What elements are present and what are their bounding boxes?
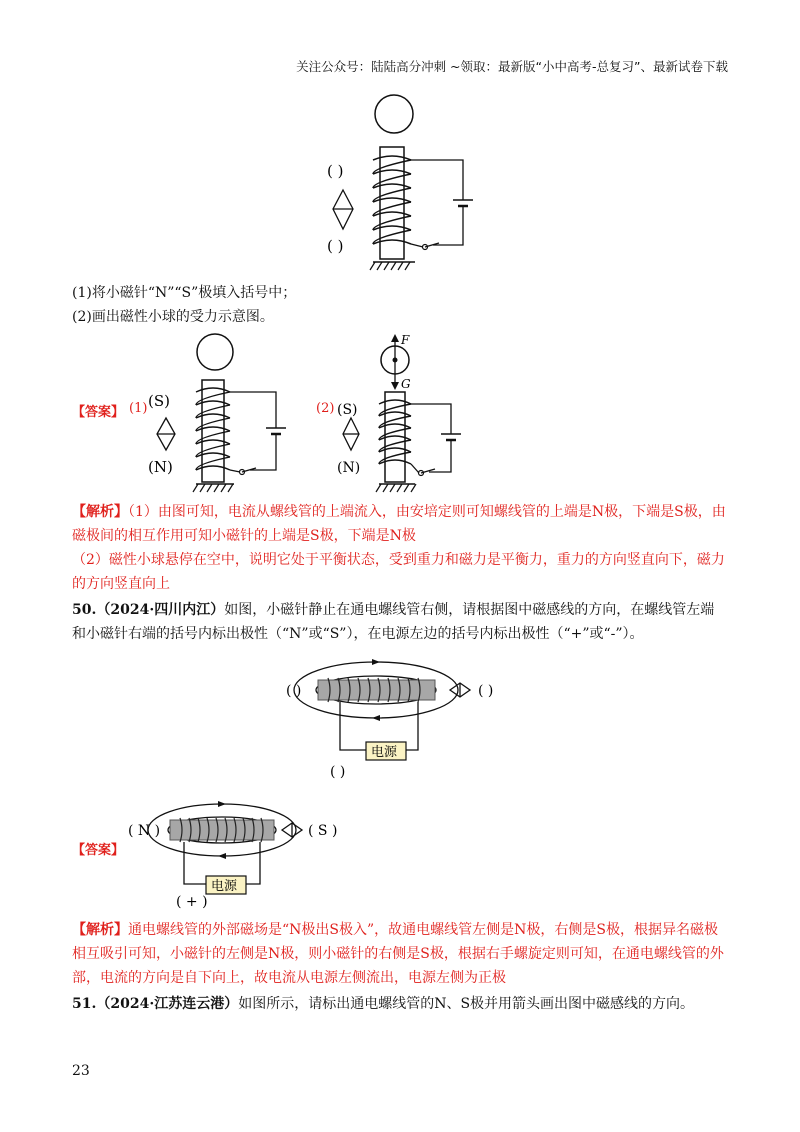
solenoid-core [170,820,274,840]
question-line-1: (1)将小磁针“N”“S”极填入括号中； [72,285,297,301]
force-f-label: F [401,333,410,347]
page-header: 关注公众号：陆陆高分冲刺 ~领取：最新版“小中高考-总复习”、最新试卷下载 [296,59,728,74]
analysis-label-50: 【解析】 [72,922,128,938]
q51-number: 51. [72,996,97,1012]
part1-label: (1) [129,401,148,416]
bracket-bottom: ( ) [330,764,346,780]
n-label-2: (N) [337,460,361,476]
svg-text:电源: 电源 [211,879,238,894]
field-arrow-bottom [372,715,380,721]
analysis-1-p1: 【解析】（1）由图可知，电流从螺线管的上端流入，由安培定则可知螺线管的上端是N极，下端是S极，由磁极间的相互作用可知小磁针的上端是S极，下端是N极 [72,504,726,544]
q51-source: （2024·江苏连云港） [96,996,239,1012]
magnetic-ball [375,95,413,133]
n-label: (N) [148,458,173,476]
ground-hatch [370,262,410,270]
bracket-right: ( ) [478,683,494,699]
field-arrow-top [372,659,380,665]
power-label: 电源 [371,745,398,760]
analysis-label-1: 【解析】 [72,504,128,520]
q50-number: 50. [72,602,97,618]
s-label-2: (S) [337,402,358,418]
analysis-1-p2: （2）磁性小球悬停在空中，说明它处于平衡状态，受到重力和磁力是平衡力，重力的方向竖直向下，磁力的方向竖直向上 [72,552,725,592]
answer-bottom-plus: ( + ) [176,894,208,910]
analysis-50: 【解析】通电螺线管的外部磁场是“N极出S极入”，故通电螺线管左侧是N极，右侧是S极，根据异名磁极相互吸引可知，小磁针的左侧是N极，则小磁针的右侧是S极，根据右手螺旋定则可知，在通电螺线管的外部，电流的方向是自下向上，故电流从电源左侧流出，电源左侧为正极 [72,922,724,986]
question-line-2: (2)画出磁性小球的受力示意图。 [72,309,274,325]
answer-right-s: ( S ) [308,823,338,839]
answer-label-50: 【答案】 [72,843,125,858]
q50-source: （2024·四川内江） [96,602,225,618]
answer-left-n: ( N ) [128,823,161,839]
question-51: 51.（2024·江苏连云港）如图所示，请标出通电螺线管的N、S极并用箭头画出图中磁感线的方向。 [72,996,695,1012]
solenoid-core [318,680,435,700]
figure-answer-part1 [128,332,298,494]
s-label: (S) [148,392,170,410]
bracket-top: ( ) [327,162,344,180]
force-g-label: G [401,377,411,391]
bracket-left: ( ) [286,683,302,699]
page-number: 23 [72,1063,90,1079]
question-50: 50.（2024·四川内江）如图，小磁针静止在通电螺线管右侧，请根据图中磁感线的方向，在螺线管左端和小磁针右端的括号内标出极性（“N”或“S”），在电源左边的括号内标出极性（“+”或“-”）。 [72,602,715,642]
figure-q50 [280,650,530,785]
figure-answer-50 [128,790,358,910]
bracket-bottom: ( ) [327,237,344,255]
answer-label-1: 【答案】 [72,405,125,420]
magnetic-ball [197,334,233,370]
part2-label: (2) [316,401,335,416]
figure-answer-part2 [315,332,485,494]
figure-solenoid-question [315,92,495,277]
